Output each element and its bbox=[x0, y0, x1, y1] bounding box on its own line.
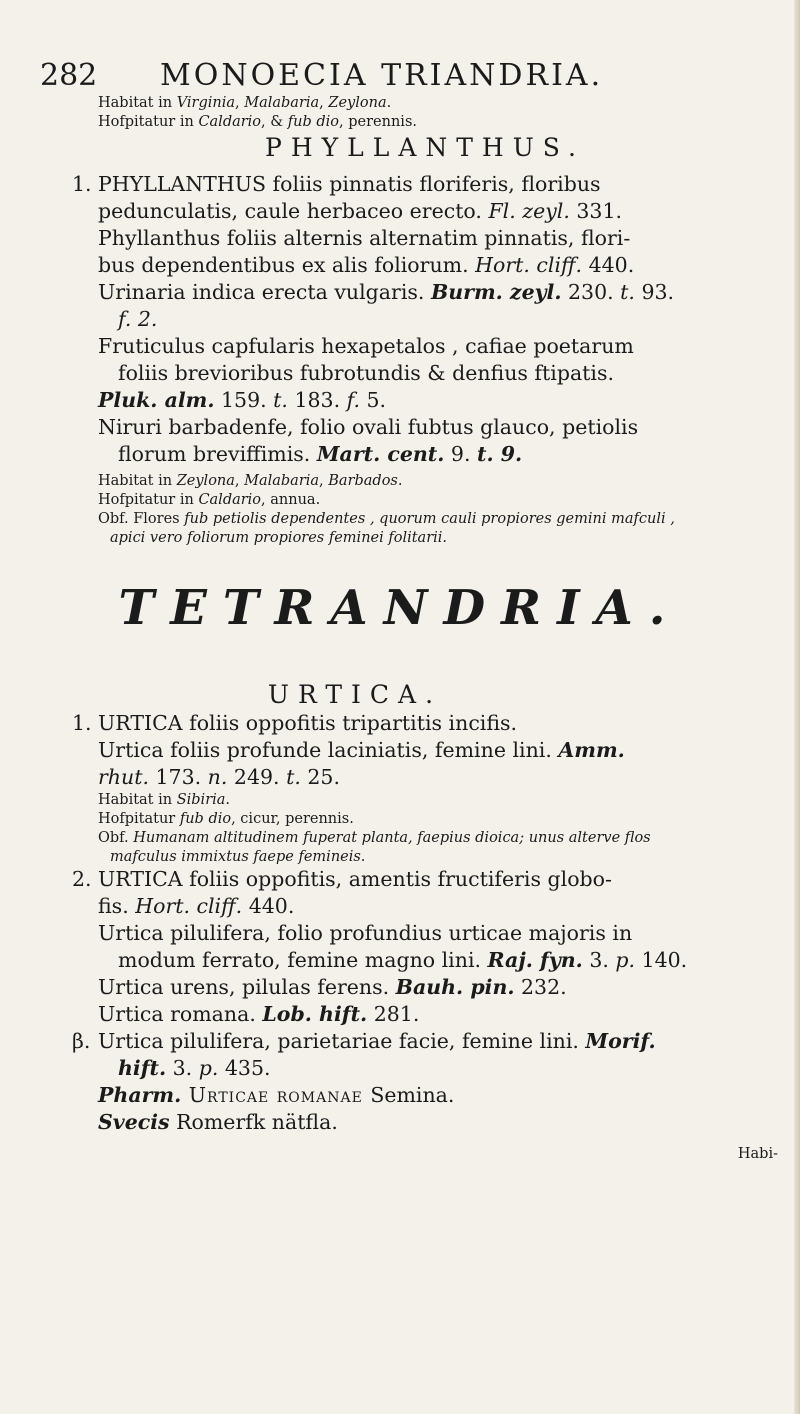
typha-habitat-block bbox=[98, 94, 770, 132]
genus-heading-phyllanthus: PHYLLANTHUS. bbox=[265, 133, 585, 162]
species-phyllanthus-1: 1. PHYLLANTHUS foliis pinnatis floriferis, floribus pedunculatis, caule herbaceo erecto. Fl. zeyl. 331. Phyllanthus foliis alternis alternatim pinnatis, flori- bus dependentibus ex alis foliorum. Hort. cliff. 440. Urinaria indica erecta vulgaris. Burm. zeyl. 230. t. 93. f. 2. Fruticulus capfularis hexapetalos , cafiae poetarum foliis brevioribus fubrotundis & denfius ftipatis. Pluk. alm. 159. t. 183. f. 5. Niruri barbadenfe, folio ovali fubtus glauco, petiolis florum breviffimis. Mart. cent. 9. t. 9. bbox=[72, 172, 675, 466]
page-edge bbox=[794, 0, 800, 1414]
hospitatur-line: Hofpitatur in Caldario, & fub dio, perennis. bbox=[98, 114, 417, 130]
habitat-line: Habitat in Virginia, Malabaria, Zeylona. bbox=[98, 95, 392, 111]
species-number: 1. bbox=[72, 711, 92, 735]
phyllanthus-notes: Habitat in Zeylona, Malabaria, Barbados. Hofpitatur in Caldario, annua. Obf. Flores fub petiolis dependentes , quorum cauli propiores gemini mafculi , apici vero foliorum propiores feminei folitarii. bbox=[98, 473, 675, 546]
running-title: MONOECIA TRIANDRIA. bbox=[160, 58, 604, 93]
class-heading-tetrandria: TETRANDRIA. bbox=[118, 580, 682, 636]
species-urtica-2: 2. URTICA foliis oppofitis, amentis fructiferis globo- fis. Hort. cliff. 440. Urtica pilulifera, folio profundius urticae majoris in modum ferrato, femine magno lini. Raj. fyn. 3. p. 140. Urtica urens, pilulas ferens. Bauh. pin. 232. Urtica romana. Lob. hift. 281. β.Urtica pilulifera, parietariae facie, femine lini. Morif. hift. 3. p. 435. Pharm. Urticae romanae Semina. Svecis Romerfk nätfla. bbox=[72, 867, 688, 1134]
page-number: 282 bbox=[40, 58, 98, 93]
species-number: 2. bbox=[72, 867, 92, 891]
species-urtica-1: 1. URTICA foliis oppofitis tripartitis incifis. Urtica foliis profunde laciniatis, femine lini. Amm. rhut. 173. n. 249. t. 25. bbox=[72, 711, 625, 789]
species-number: 1. bbox=[72, 172, 92, 196]
urtica-1-notes: Habitat in Sibiria. Hofpitatur fub dio, cicur, perennis. Obf. Humanam altitudinem fuperat planta, faepius dioica; unus alterve flos mafculus immixtus faepe femineis. bbox=[98, 792, 651, 865]
catchword: Habi- bbox=[737, 1146, 778, 1162]
running-header bbox=[40, 58, 760, 98]
genus-heading-urtica: URTICA. bbox=[267, 680, 443, 709]
